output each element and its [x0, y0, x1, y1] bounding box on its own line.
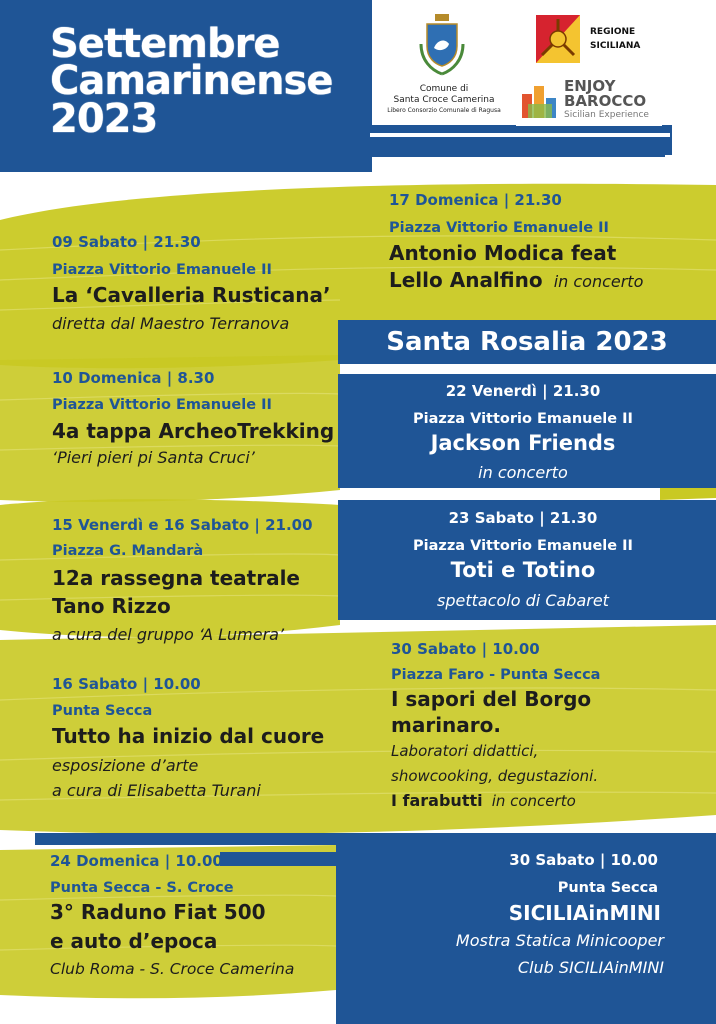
event-title-line1: I sapori del Borgo: [391, 687, 592, 711]
comune-line2: Santa Croce Camerina: [393, 95, 495, 105]
event-title-line2: Lello Analfino: [389, 268, 543, 292]
header-title-line3: 2023: [50, 96, 158, 142]
header-underline: [120, 148, 665, 157]
header-white-stripe: [370, 133, 670, 137]
event-place: Piazza Vittorio Emanuele II: [52, 397, 272, 413]
event-date: 30 Sabato | 10.00: [391, 640, 540, 658]
event-title: La ‘Cavalleria Rusticana’: [52, 283, 331, 307]
enjoy-line1: ENJOY: [564, 77, 616, 95]
event-title-line2: marinaro.: [391, 713, 501, 737]
event-title-line1: 3° Raduno Fiat 500: [50, 900, 266, 924]
santa-rosalia-heading: Santa Rosalia 2023: [386, 327, 668, 357]
comune-logo-card: [372, 0, 516, 125]
regione-line2: SICILIANA: [590, 41, 641, 51]
event-title-line2: Tano Rizzo: [52, 594, 171, 618]
event-subtitle: ‘Pieri pieri pi Santa Cruci’: [52, 448, 255, 467]
event-title: SICILIAinMINI: [508, 901, 661, 925]
event-title: 4a tappa ArcheoTrekking: [52, 419, 335, 443]
comune-line3: Libero Consorzio Comunale di Ragusa: [387, 107, 501, 114]
event-date: 15 Venerdì e 16 Sabato | 21.00: [52, 516, 313, 534]
event-subtitle: Club Roma - S. Croce Camerina: [50, 960, 295, 978]
event-place: Piazza Vittorio Emanuele II: [389, 220, 609, 236]
enjoy-barocco-logo-card: [516, 74, 662, 126]
event-date: 24 Domenica | 10.00: [50, 852, 223, 870]
event-place: Piazza Vittorio Emanuele II: [413, 538, 633, 554]
event-title-line1: Antonio Modica feat: [389, 241, 617, 265]
event-title: Toti e Totino: [450, 558, 596, 582]
event-date: 17 Domenica | 21.30: [389, 191, 562, 209]
event-subtitle: in concerto: [553, 272, 644, 291]
event-date: 22 Venerdì | 21.30: [445, 382, 601, 400]
event-title: Jackson Friends: [430, 431, 616, 455]
enjoy-line2: BAROCCO: [564, 92, 647, 110]
event-place: Punta Secca: [52, 703, 153, 719]
event-title: Tutto ha inizio dal cuore: [52, 724, 325, 748]
event-band-subtitle: in concerto: [491, 792, 576, 810]
event-subtitle-line2: a cura di Elisabetta Turani: [52, 781, 261, 800]
event-date: 23 Sabato | 21.30: [448, 509, 598, 527]
event-place: Piazza Vittorio Emanuele II: [413, 411, 633, 427]
event-title-line1: 12a rassegna teatrale: [52, 566, 300, 590]
regione-line1: REGIONE: [590, 27, 636, 37]
event-subtitle-line1: Mostra Statica Minicooper: [455, 931, 664, 950]
comune-crest-icon: [417, 14, 467, 76]
event-subtitle: in concerto: [478, 463, 568, 482]
event-date: 16 Sabato | 10.00: [52, 675, 201, 693]
event-place: Punta Secca: [557, 880, 658, 896]
event-subtitle: diretta dal Maestro Terranova: [52, 314, 290, 333]
event-title-line2: e auto d’epoca: [50, 929, 218, 953]
event-place: Piazza Vittorio Emanuele II: [52, 262, 272, 278]
event-place: Punta Secca - S. Croce: [50, 880, 234, 896]
barocco-buildings-icon: [520, 80, 560, 120]
event-date: 10 Domenica | 8.30: [52, 369, 215, 387]
event-band-row: [391, 790, 576, 812]
event-subtitle-line2: Club SICILIAinMINI: [517, 958, 664, 977]
trinacria-icon: [536, 15, 580, 63]
event-date: 30 Sabato | 10.00: [509, 851, 658, 869]
event-subtitle-line1: esposizione d’arte: [52, 756, 199, 775]
header-title-line1: Settembre: [50, 21, 280, 67]
event-place: Piazza Faro - Punta Secca: [391, 667, 601, 683]
event-title-line2-row: [389, 267, 643, 293]
event-date: 09 Sabato | 21.30: [52, 233, 201, 251]
header-title-line2: Camarinense: [50, 58, 333, 104]
event-subtitle: spettacolo di Cabaret: [437, 591, 609, 610]
event-band: I farabutti: [391, 791, 483, 810]
regione-logo-card: [530, 10, 654, 70]
bottom-divider-stripe: [35, 833, 716, 845]
event-place: Piazza G. Mandarà: [52, 543, 204, 559]
event-subtitle-line1: Laboratori didattici,: [391, 742, 539, 760]
enjoy-line3: Sicilian Experience: [564, 110, 649, 120]
event-subtitle-line2: showcooking, degustazioni.: [391, 767, 599, 785]
event-subtitle: a cura del gruppo ‘A Lumera’: [52, 625, 285, 644]
comune-line1: Comune di: [419, 84, 469, 94]
